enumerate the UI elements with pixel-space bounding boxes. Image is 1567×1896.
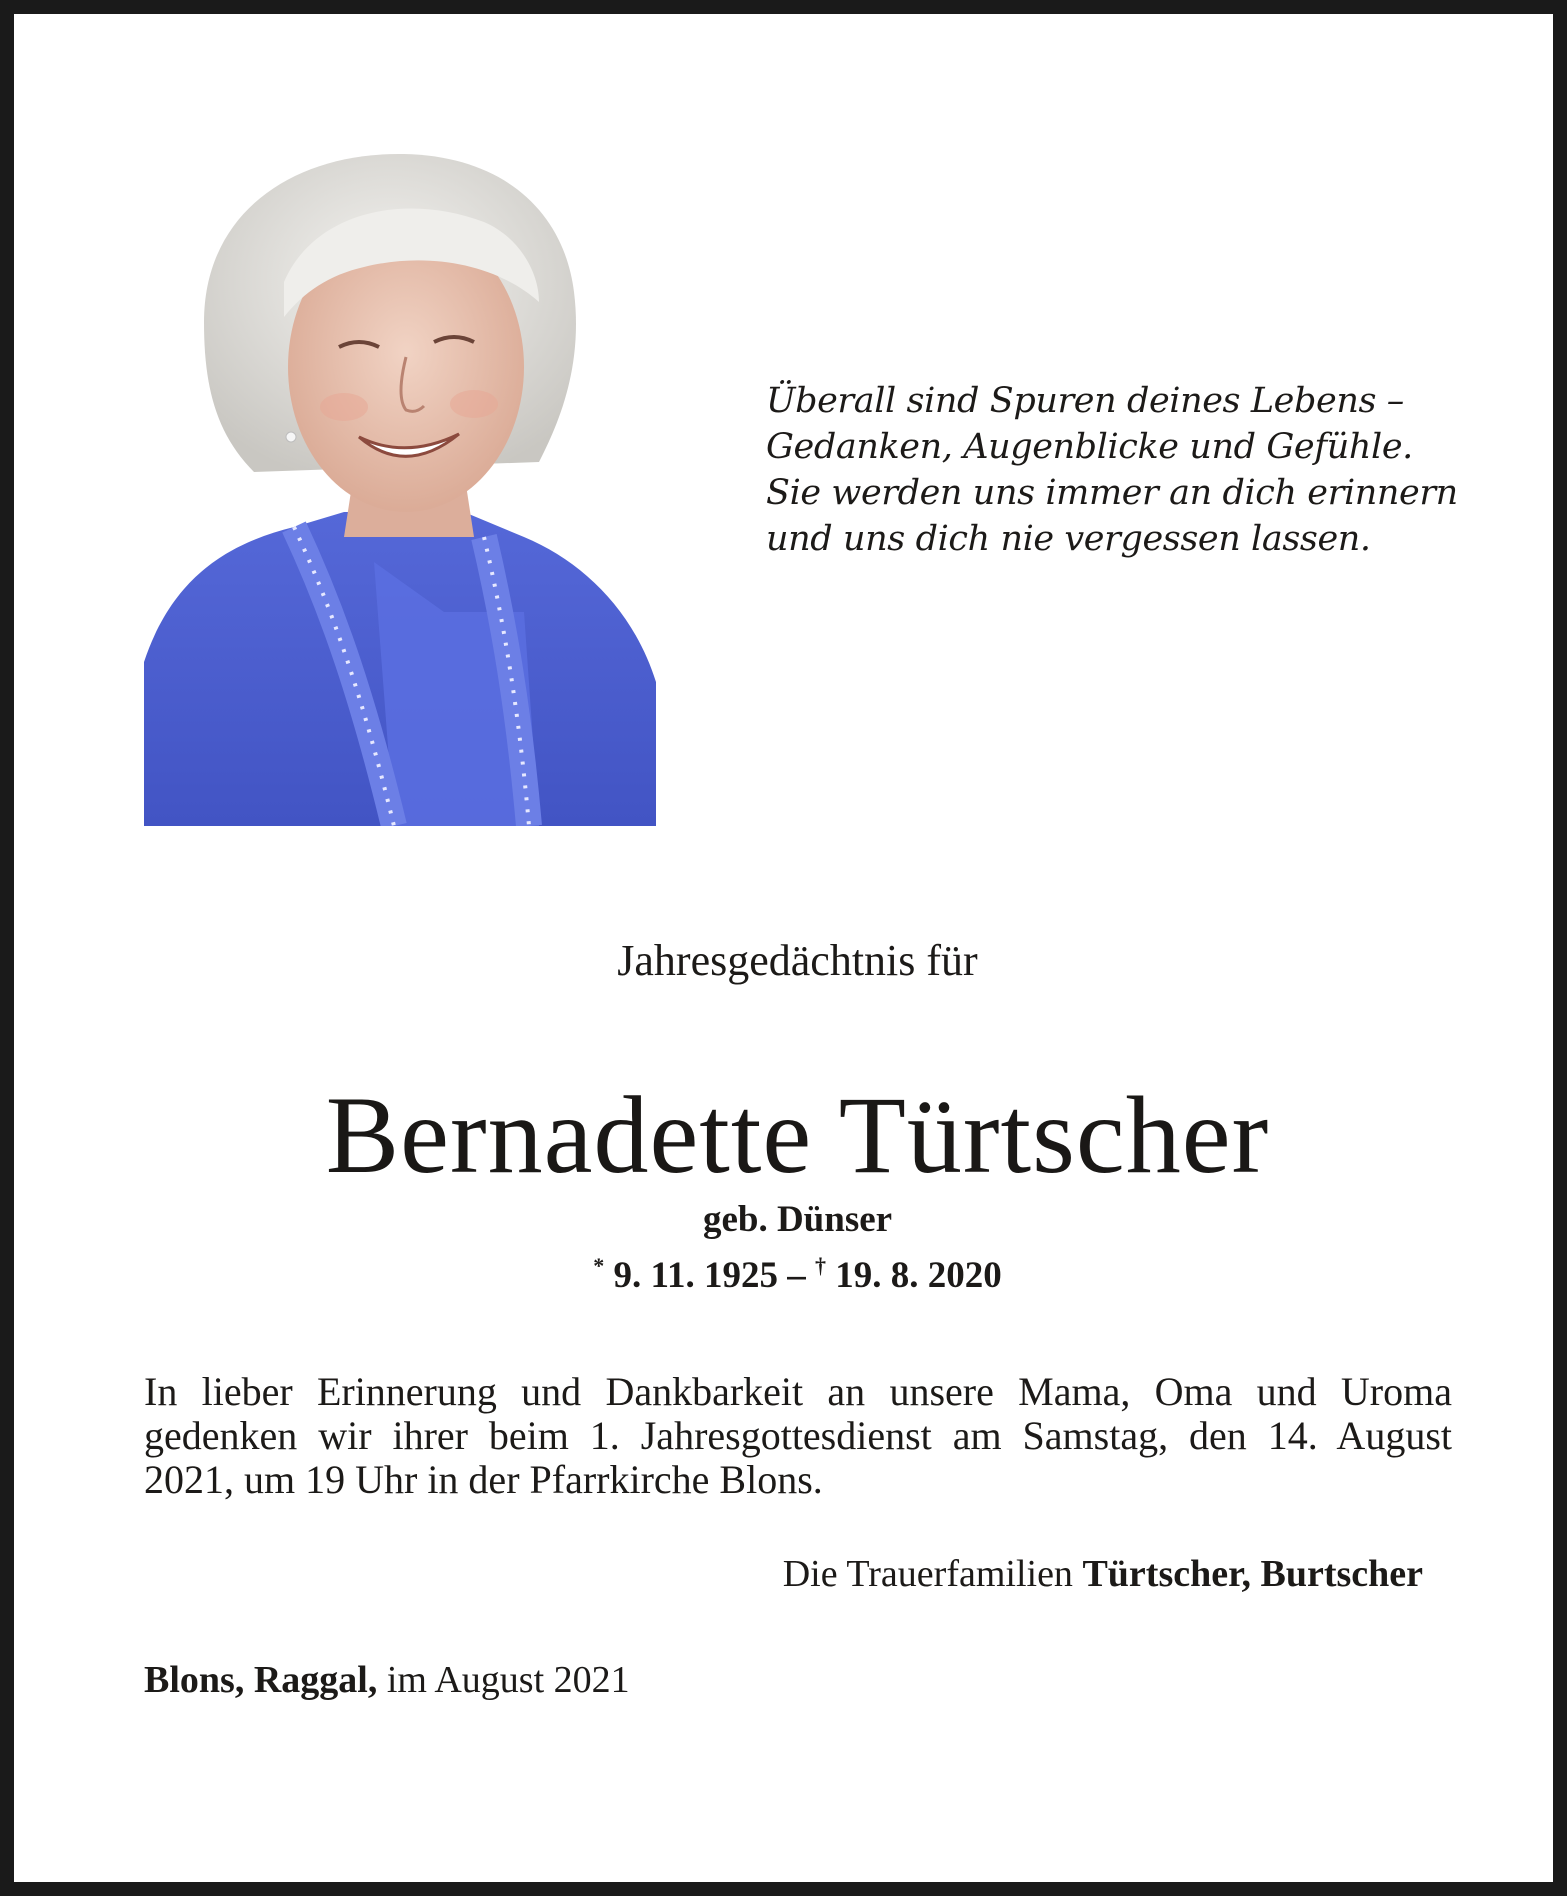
- quote-line: Gedanken, Augenblicke und Gefühle.: [766, 427, 1413, 467]
- place-names: Blons, Raggal,: [144, 1659, 378, 1701]
- intro-heading: Jahresgedächtnis für: [617, 936, 978, 985]
- memorial-quote: [766, 378, 1486, 562]
- message-line: 2021, um 19 Uhr in der Pfarrkirche Blons.: [144, 1457, 823, 1502]
- death-date: 19. 8. 2020: [835, 1255, 1002, 1296]
- place-date: [144, 1656, 630, 1704]
- birth-name: geb. Dünser: [702, 1199, 893, 1240]
- message-line: gedenken wir ihrer beim 1. Jahresgottesdienst am Samstag, den 14. August: [144, 1413, 1452, 1458]
- quote-line: Überall sind Spuren deines Lebens –: [766, 381, 1404, 421]
- portrait-illustration: [144, 142, 656, 826]
- month-year: im August 2021: [377, 1659, 630, 1701]
- signature-prefix: Die Trauerfamilien: [782, 1553, 1083, 1595]
- family-names: Türtscher, Burtscher: [1082, 1553, 1423, 1595]
- message-line: In lieber Erinnerung und Dankbarkeit an unsere Mama, Oma und Uroma: [144, 1369, 1452, 1414]
- date-separator: –: [777, 1255, 815, 1296]
- quote-line: und uns dich nie vergessen lassen.: [766, 519, 1371, 559]
- family-signature: [783, 1550, 1423, 1598]
- memorial-message: [144, 1370, 1452, 1502]
- birth-date: 9. 11. 1925: [613, 1255, 778, 1296]
- quote-line: Sie werden uns immer an dich erinnern: [766, 473, 1458, 513]
- birth-star-icon: *: [593, 1253, 605, 1278]
- deceased-name: Bernadette Türtscher: [325, 1074, 1270, 1196]
- life-dates: [14, 1243, 1567, 1299]
- portrait-photo: [144, 142, 656, 826]
- death-cross-icon: †: [814, 1253, 826, 1278]
